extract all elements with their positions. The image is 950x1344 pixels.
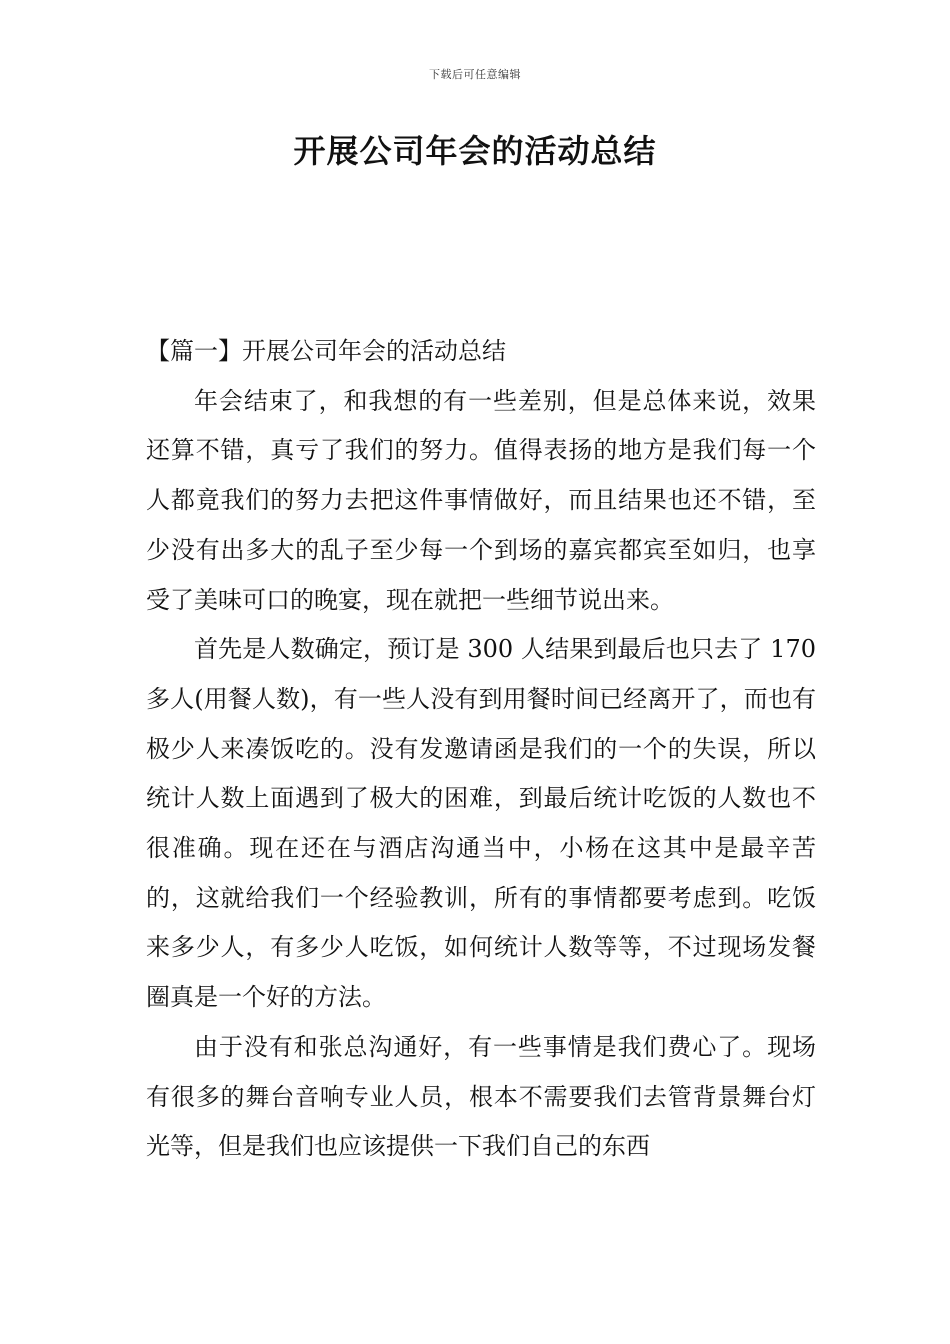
- header-note: 下载后可任意编辑: [429, 68, 521, 81]
- paragraph: 年会结束了，和我想的有一些差别，但是总体来说，效果还算不错，真亏了我们的努力。值得表扬的地方是我们每一个人都竟我们的努力去把这件事情做好，而且结果也还不错，至少没有出多大的乱子至少每一个到场的嘉宾都宾至如归，也享受了美味可口的晚宴，现在就把一些细节说出来。: [146, 386, 816, 614]
- section-heading: 【篇一】开展公司年会的活动总结: [146, 337, 506, 365]
- document-title: 开展公司年会的活动总结: [293, 132, 657, 170]
- document-body: [146, 327, 816, 1172]
- paragraph: 由于没有和张总沟通好，有一些事情是我们费心了。现场有很多的舞台音响专业人员，根本不需要我们去管背景舞台灯光等，但是我们也应该提供一下我们自己的东西: [146, 1032, 816, 1161]
- paragraph: 首先是人数确定，预订是 300 人结果到最后也只去了 170 多人(用餐人数)，有一些人没有到用餐时间已经离开了，而也有极少人来凑饭吃的。没有发邀请函是我们的一个的失误，所以统计人数上面遇到了极大的困难，到最后统计吃饭的人数也不很准确。现在还在与酒店沟通当中，小杨在这其中是最辛苦的，这就给我们一个经验教训，所有的事情都要考虑到。吃饭来多少人，有多少人吃饭，如何统计人数等等，不过现场发餐圈真是一个好的方法。: [146, 635, 816, 1012]
